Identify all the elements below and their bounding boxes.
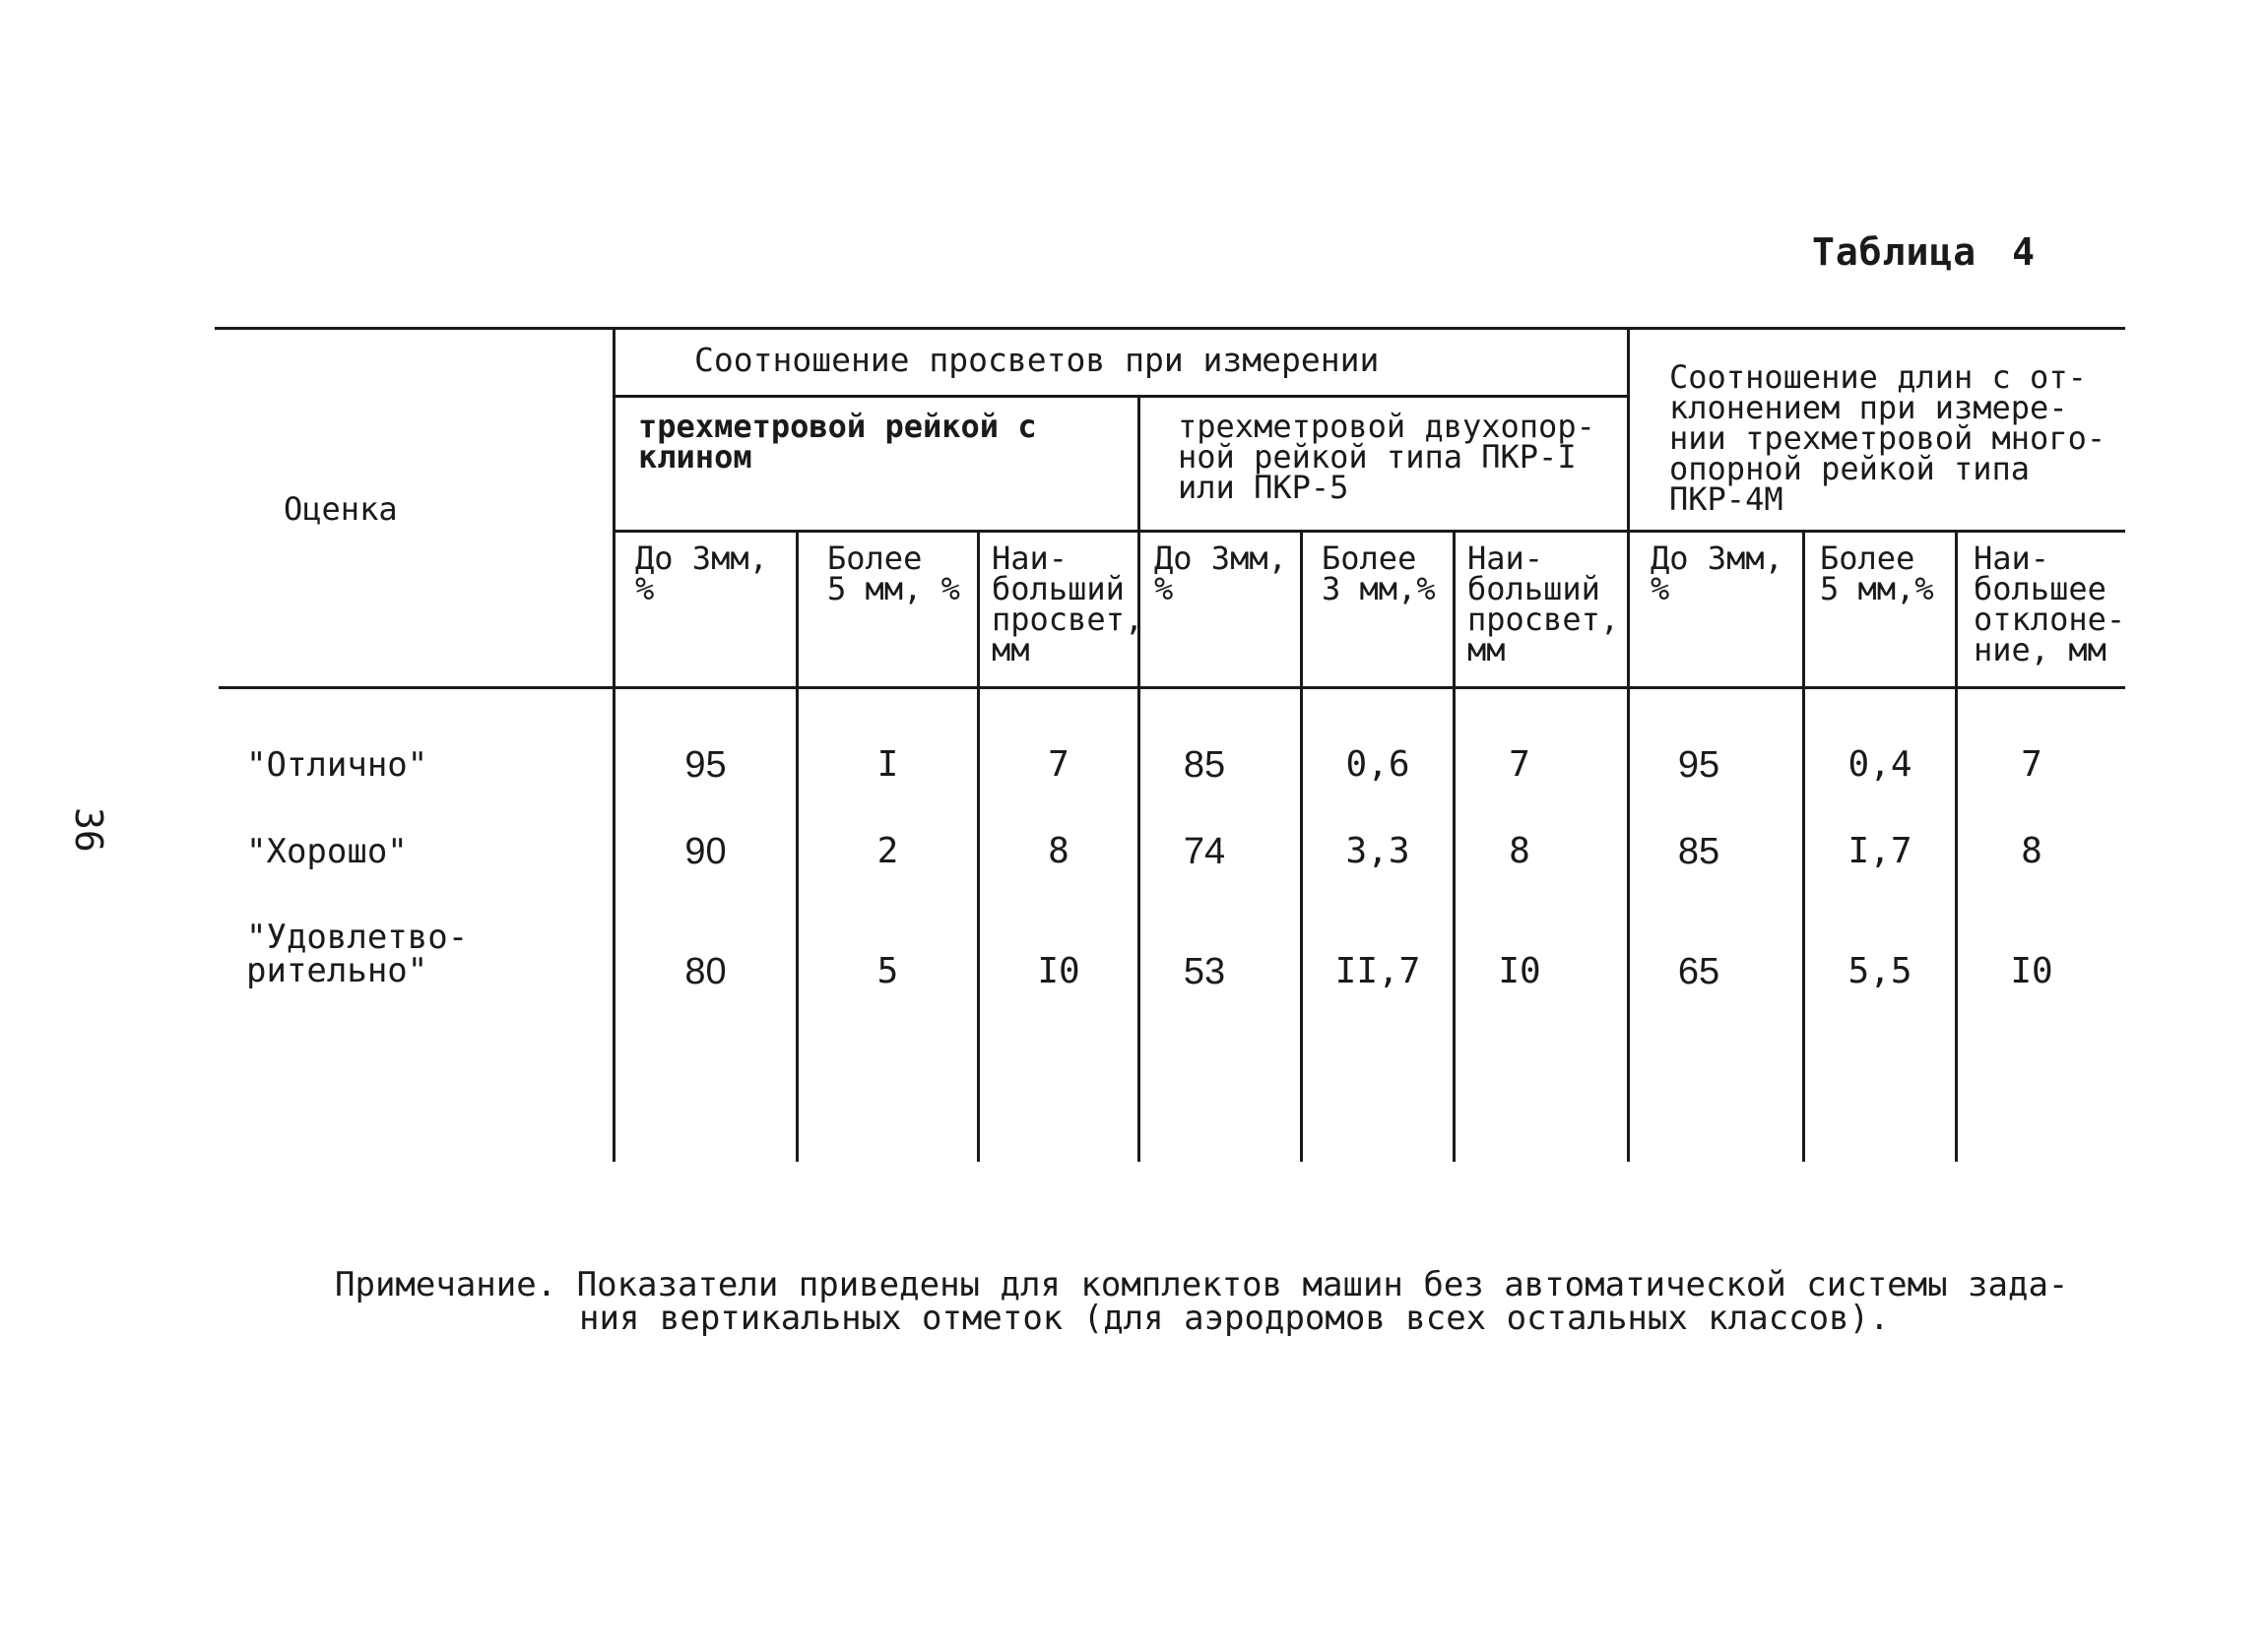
col-header: Более 3 мм,% bbox=[1322, 540, 1436, 607]
table-cell: 2 bbox=[876, 831, 899, 871]
table-cell: 7 bbox=[1509, 744, 1530, 785]
col-header: Более 5 мм, % bbox=[827, 540, 960, 607]
table-cell: 53 bbox=[1183, 951, 1226, 992]
header-bottom-rule bbox=[219, 686, 2125, 689]
table-cell: 80 bbox=[684, 951, 727, 992]
table-cell: 85 bbox=[1677, 831, 1720, 872]
table-cell: 65 bbox=[1677, 951, 1720, 992]
table-cell: 0,6 bbox=[1345, 744, 1410, 785]
group1-header: Соотношение просветов при измерении bbox=[694, 341, 1380, 379]
table-note bbox=[335, 1265, 2069, 1338]
table-cell: 7 bbox=[1048, 744, 1069, 785]
group1-underline bbox=[613, 395, 1627, 398]
subheader-underline bbox=[613, 530, 2125, 533]
col-header: До 3мм, % bbox=[635, 540, 768, 607]
table-title bbox=[1812, 230, 2036, 274]
col-header: Наи- больший просвет, мм bbox=[1467, 540, 1620, 668]
group1-sub1-header: трехметровой рейкой с клином bbox=[638, 408, 1037, 476]
table-cell: I0 bbox=[1037, 951, 1080, 991]
table-cell: 3,3 bbox=[1345, 831, 1410, 871]
row-header-label: Оценка bbox=[284, 490, 398, 528]
table-cell: I bbox=[876, 744, 899, 785]
table-cell: I0 bbox=[2010, 951, 2053, 991]
note-line-1: Примечание. Показатели приведены для комплектов машин без автоматической системы зада- bbox=[335, 1265, 2069, 1304]
table-cell: 95 bbox=[684, 744, 727, 786]
col-header: Наи- большее отклоне- ние, мм bbox=[1974, 540, 2126, 668]
group1-sub2-header: трехметровой двухопор- ной рейкой типа ПКР-I или ПКР-5 bbox=[1178, 408, 1595, 506]
table-cell: I0 bbox=[1498, 951, 1541, 991]
table-cell: 95 bbox=[1677, 744, 1720, 786]
table-cell: I,7 bbox=[1847, 831, 1912, 871]
col-header: Более 5 мм,% bbox=[1820, 540, 1934, 607]
row-label: "Хорошо" bbox=[246, 832, 408, 871]
table-cell: 5,5 bbox=[1847, 951, 1912, 991]
table-cell: II,7 bbox=[1334, 951, 1421, 991]
row-label: "Удовлетво- рительно" bbox=[246, 918, 469, 990]
table-cell: 0,4 bbox=[1847, 744, 1912, 785]
table-cell: 90 bbox=[684, 831, 727, 872]
group2-header: Соотношение длин с от- клонением при измере- нии трехметровой много- опорной рейкой типа ПКР-4М bbox=[1669, 358, 2106, 518]
table-cell: 8 bbox=[1509, 831, 1530, 871]
note-line-2: ния вертикальных отметок (для аэродромов всех остальных классов). bbox=[579, 1299, 1890, 1338]
table-cell: 7 bbox=[2021, 744, 2042, 785]
table-top-rule bbox=[215, 327, 2125, 330]
table-cell: 85 bbox=[1183, 744, 1226, 786]
table-cell: 74 bbox=[1183, 831, 1226, 872]
table-cell: 5 bbox=[876, 951, 899, 991]
page-number: 36 bbox=[67, 807, 110, 853]
table-cell: 8 bbox=[2021, 831, 2042, 871]
table-title-number: 4 bbox=[2012, 230, 2037, 274]
row-label: "Отлично" bbox=[246, 745, 428, 785]
col-header: До 3мм, % bbox=[1651, 540, 1783, 607]
table-title-label: Таблица bbox=[1812, 230, 1977, 274]
table-cell: 8 bbox=[1048, 831, 1069, 871]
col-header: Наи- больший просвет, мм bbox=[992, 540, 1144, 668]
col-header: До 3мм, % bbox=[1154, 540, 1287, 607]
